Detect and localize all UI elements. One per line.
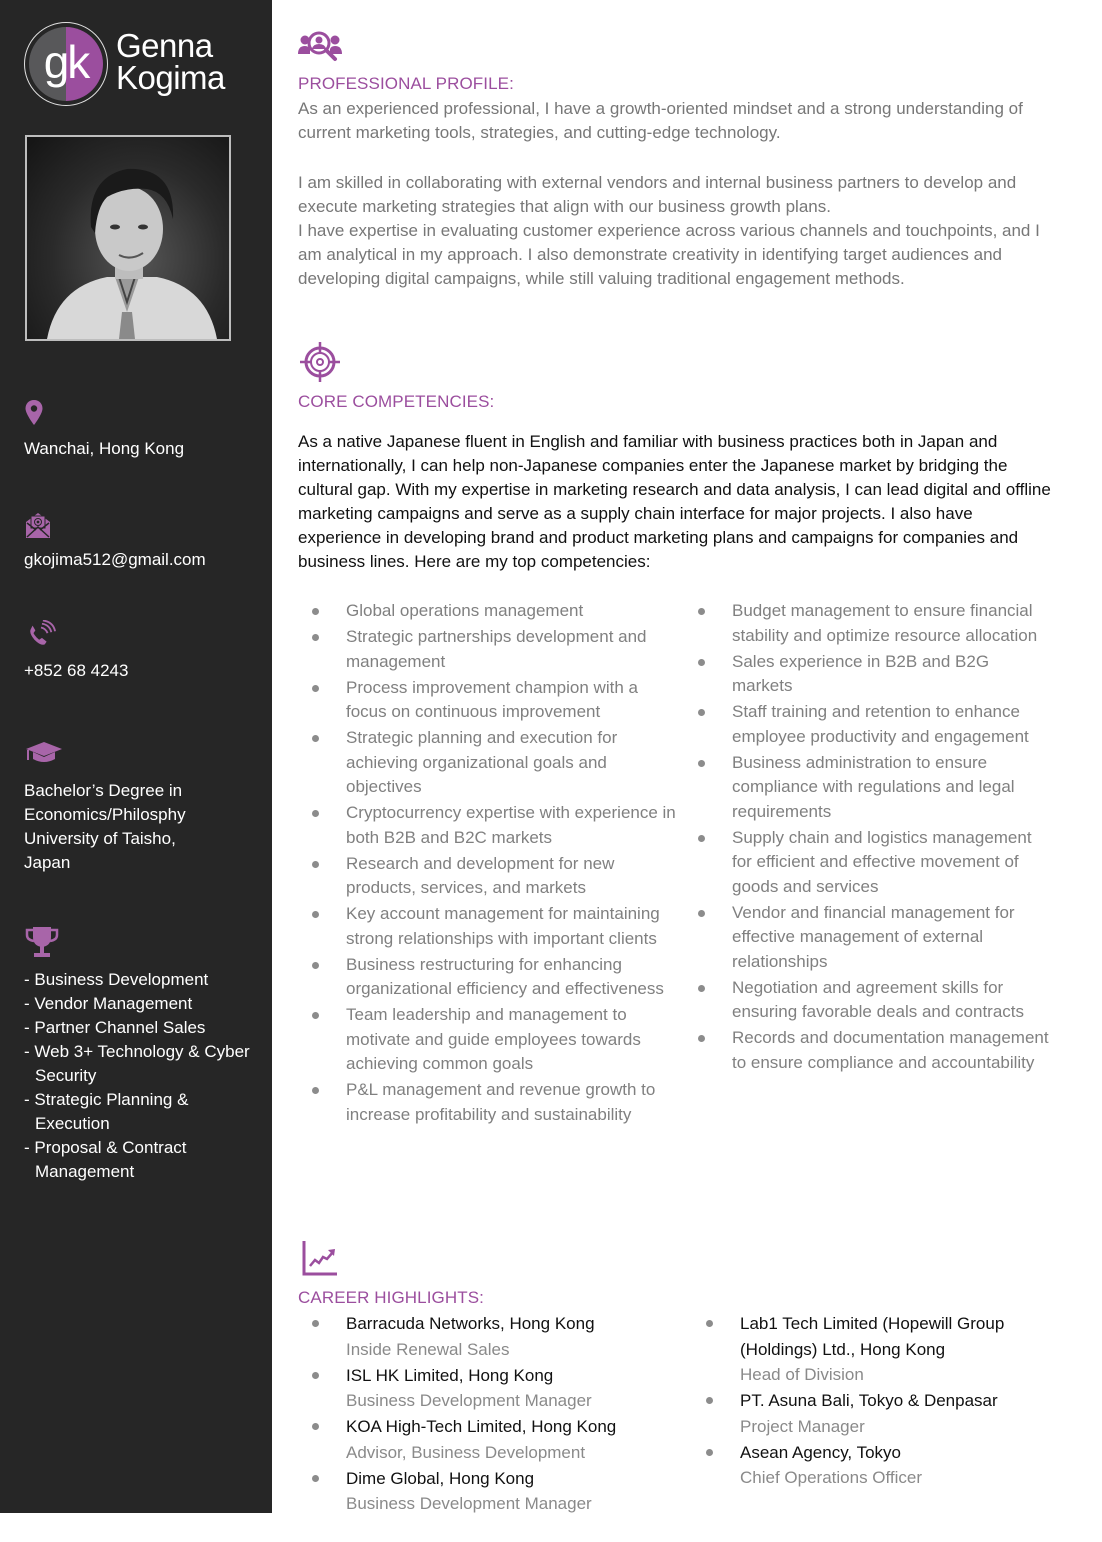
section-title-competencies: CORE COMPETENCIES: bbox=[298, 392, 495, 411]
career-item bbox=[298, 1311, 688, 1362]
portrait-illustration bbox=[27, 137, 229, 339]
career-list-left bbox=[298, 1311, 688, 1517]
competency-item: Process improvement champion with a focus on continuous improvement bbox=[298, 676, 680, 725]
education-line: Japan bbox=[24, 853, 71, 872]
skills-list bbox=[24, 968, 254, 1184]
profile-paragraph: I am skilled in collaborating with external vendors and internal business partners to develop and execute marketing strategies that align with our business growth plans. bbox=[298, 173, 1017, 216]
career-role: Inside Renewal Sales bbox=[346, 1339, 510, 1359]
email-block bbox=[24, 510, 254, 572]
career-company: PT. Asuna Bali, Tokyo & Denpasar bbox=[740, 1391, 998, 1410]
career-company: Asean Agency, Tokyo bbox=[740, 1442, 901, 1462]
competencies-intro: As a native Japanese fluent in English and familiar with business practices both in Japan and internationally, I can help non-Japanese companies enter the Japanese market by bridging the cultural gap. With my expertise in marketing research and data analysis, I can lead digital and offline marketing campaigns and serve as a supply chain interface for major projects. I also have experience in developing brand and product marketing plans and campaigns for companies and business lines. Here are my top competencies: bbox=[298, 432, 1051, 571]
education-line: Economics/Philosphy bbox=[24, 805, 186, 824]
envelope-at-icon bbox=[24, 510, 52, 540]
competency-item: Negotiation and agreement skills for ensuring favorable deals and contracts bbox=[684, 976, 1054, 1025]
target-crosshair-icon bbox=[298, 341, 342, 383]
career-company: KOA High-Tech Limited, Hong Kong bbox=[346, 1417, 617, 1436]
competency-item: Team leadership and management to motivate and guide employees towards achieving common goals bbox=[298, 1003, 680, 1077]
career-role: Advisor, Business Development bbox=[346, 1442, 586, 1462]
location-text: Wanchai, Hong Kong bbox=[24, 439, 185, 458]
location-block bbox=[24, 398, 254, 461]
career-item bbox=[298, 1414, 688, 1465]
career-item bbox=[692, 1388, 1042, 1439]
competency-item: Strategic partnerships development and management bbox=[298, 625, 680, 674]
education-line: Bachelor’s Degree in bbox=[24, 781, 183, 800]
competency-item: Staff training and retention to enhance employee productivity and engagement bbox=[684, 700, 1054, 749]
people-search-icon bbox=[298, 30, 342, 62]
education-block bbox=[24, 738, 254, 875]
skill-item: - Web 3+ Technology & Cyber Security bbox=[24, 1042, 250, 1085]
career-item bbox=[298, 1363, 688, 1414]
career-list-right bbox=[692, 1311, 1042, 1491]
competency-item: Key account management for maintaining strong relationships with important clients bbox=[298, 902, 680, 951]
career-role: Business Development Manager bbox=[346, 1391, 592, 1410]
skill-item: - Partner Channel Sales bbox=[24, 1018, 206, 1037]
profile-photo bbox=[25, 135, 231, 341]
career-role: Head of Division bbox=[740, 1365, 864, 1384]
competencies-list-left bbox=[298, 599, 680, 1129]
competency-item: Sales experience in B2B and B2G markets bbox=[684, 650, 1054, 699]
competency-item: Strategic planning and execution for achieving organizational goals and objectives bbox=[298, 726, 680, 800]
career-company: Lab1 Tech Limited (Hopewill Group (Holdings) Ltd., Hong Kong bbox=[740, 1314, 1005, 1359]
trophy-icon bbox=[24, 924, 60, 960]
phone-ringing-icon bbox=[24, 620, 58, 650]
competency-item: Business restructuring for enhancing organizational efficiency and effectiveness bbox=[298, 953, 680, 1002]
career-item bbox=[298, 1466, 688, 1517]
competency-item: Supply chain and logistics management for efficient and effective movement of goods and services bbox=[684, 826, 1054, 900]
career-role: Project Manager bbox=[740, 1416, 865, 1436]
competency-item: P&L management and revenue growth to increase profitability and sustainability bbox=[298, 1078, 680, 1127]
logo-monogram bbox=[24, 22, 108, 106]
profile-paragraph: As an experienced professional, I have a growth-oriented mindset and a strong understanding of current marketing tools, strategies, and cutting-edge technology. bbox=[298, 99, 1023, 142]
competencies-list-right bbox=[684, 599, 1054, 1077]
competency-item: Vendor and financial management for effective management of external relationships bbox=[684, 901, 1054, 975]
competency-item: Budget management to ensure financial stability and optimize resource allocation bbox=[684, 599, 1054, 648]
trending-chart-icon bbox=[302, 1240, 338, 1276]
skill-item: - Strategic Planning & Execution bbox=[24, 1090, 189, 1133]
profile-paragraph: I have expertise in evaluating customer experience across various channels and touchpoints, and I am analytical in my approach. I also demonstrate creativity in identifying target audiences and developing digital campaigns, while still valuing traditional engagement methods. bbox=[298, 221, 1040, 288]
career-company: ISL HK Limited, Hong Kong bbox=[346, 1365, 554, 1385]
competency-item: Cryptocurrency expertise with experience in both B2B and B2C markets bbox=[298, 801, 680, 850]
competency-item: Global operations management bbox=[298, 599, 680, 624]
skill-item: - Business Development bbox=[24, 970, 209, 989]
skill-item: - Proposal & Contract Management bbox=[24, 1138, 187, 1181]
last-name: Kogima bbox=[116, 59, 225, 96]
skills-block bbox=[24, 924, 254, 1184]
email-text[interactable]: gkojima512@gmail.com bbox=[24, 550, 206, 569]
logo-initials: gk bbox=[43, 36, 89, 88]
graduation-cap-icon bbox=[24, 738, 64, 768]
competency-item: Business administration to ensure compliance with regulations and legal requirements bbox=[684, 751, 1054, 825]
first-name: Genna bbox=[116, 27, 213, 64]
career-role: Chief Operations Officer bbox=[740, 1468, 923, 1487]
competency-item: Records and documentation management to ensure compliance and accountability bbox=[684, 1026, 1054, 1075]
sidebar bbox=[0, 0, 272, 1513]
career-item bbox=[692, 1440, 1042, 1491]
phone-block bbox=[24, 620, 254, 683]
career-company: Barracuda Networks, Hong Kong bbox=[346, 1314, 595, 1333]
education-line: University of Taisho, bbox=[24, 829, 176, 848]
competency-item: Research and development for new products, services, and markets bbox=[298, 852, 680, 901]
phone-text[interactable]: +852 68 4243 bbox=[24, 661, 129, 680]
section-title-profile: PROFESSIONAL PROFILE: bbox=[298, 74, 514, 93]
career-company: Dime Global, Hong Kong bbox=[346, 1468, 535, 1488]
logo bbox=[24, 22, 264, 108]
career-item bbox=[692, 1311, 1042, 1388]
career-role: Business Development Manager bbox=[346, 1494, 592, 1513]
skill-item: - Vendor Management bbox=[24, 994, 193, 1013]
section-title-career: CAREER HIGHLIGHTS: bbox=[298, 1288, 484, 1307]
location-pin-icon bbox=[24, 398, 44, 428]
logo-name bbox=[116, 27, 225, 96]
education-text bbox=[24, 779, 254, 875]
